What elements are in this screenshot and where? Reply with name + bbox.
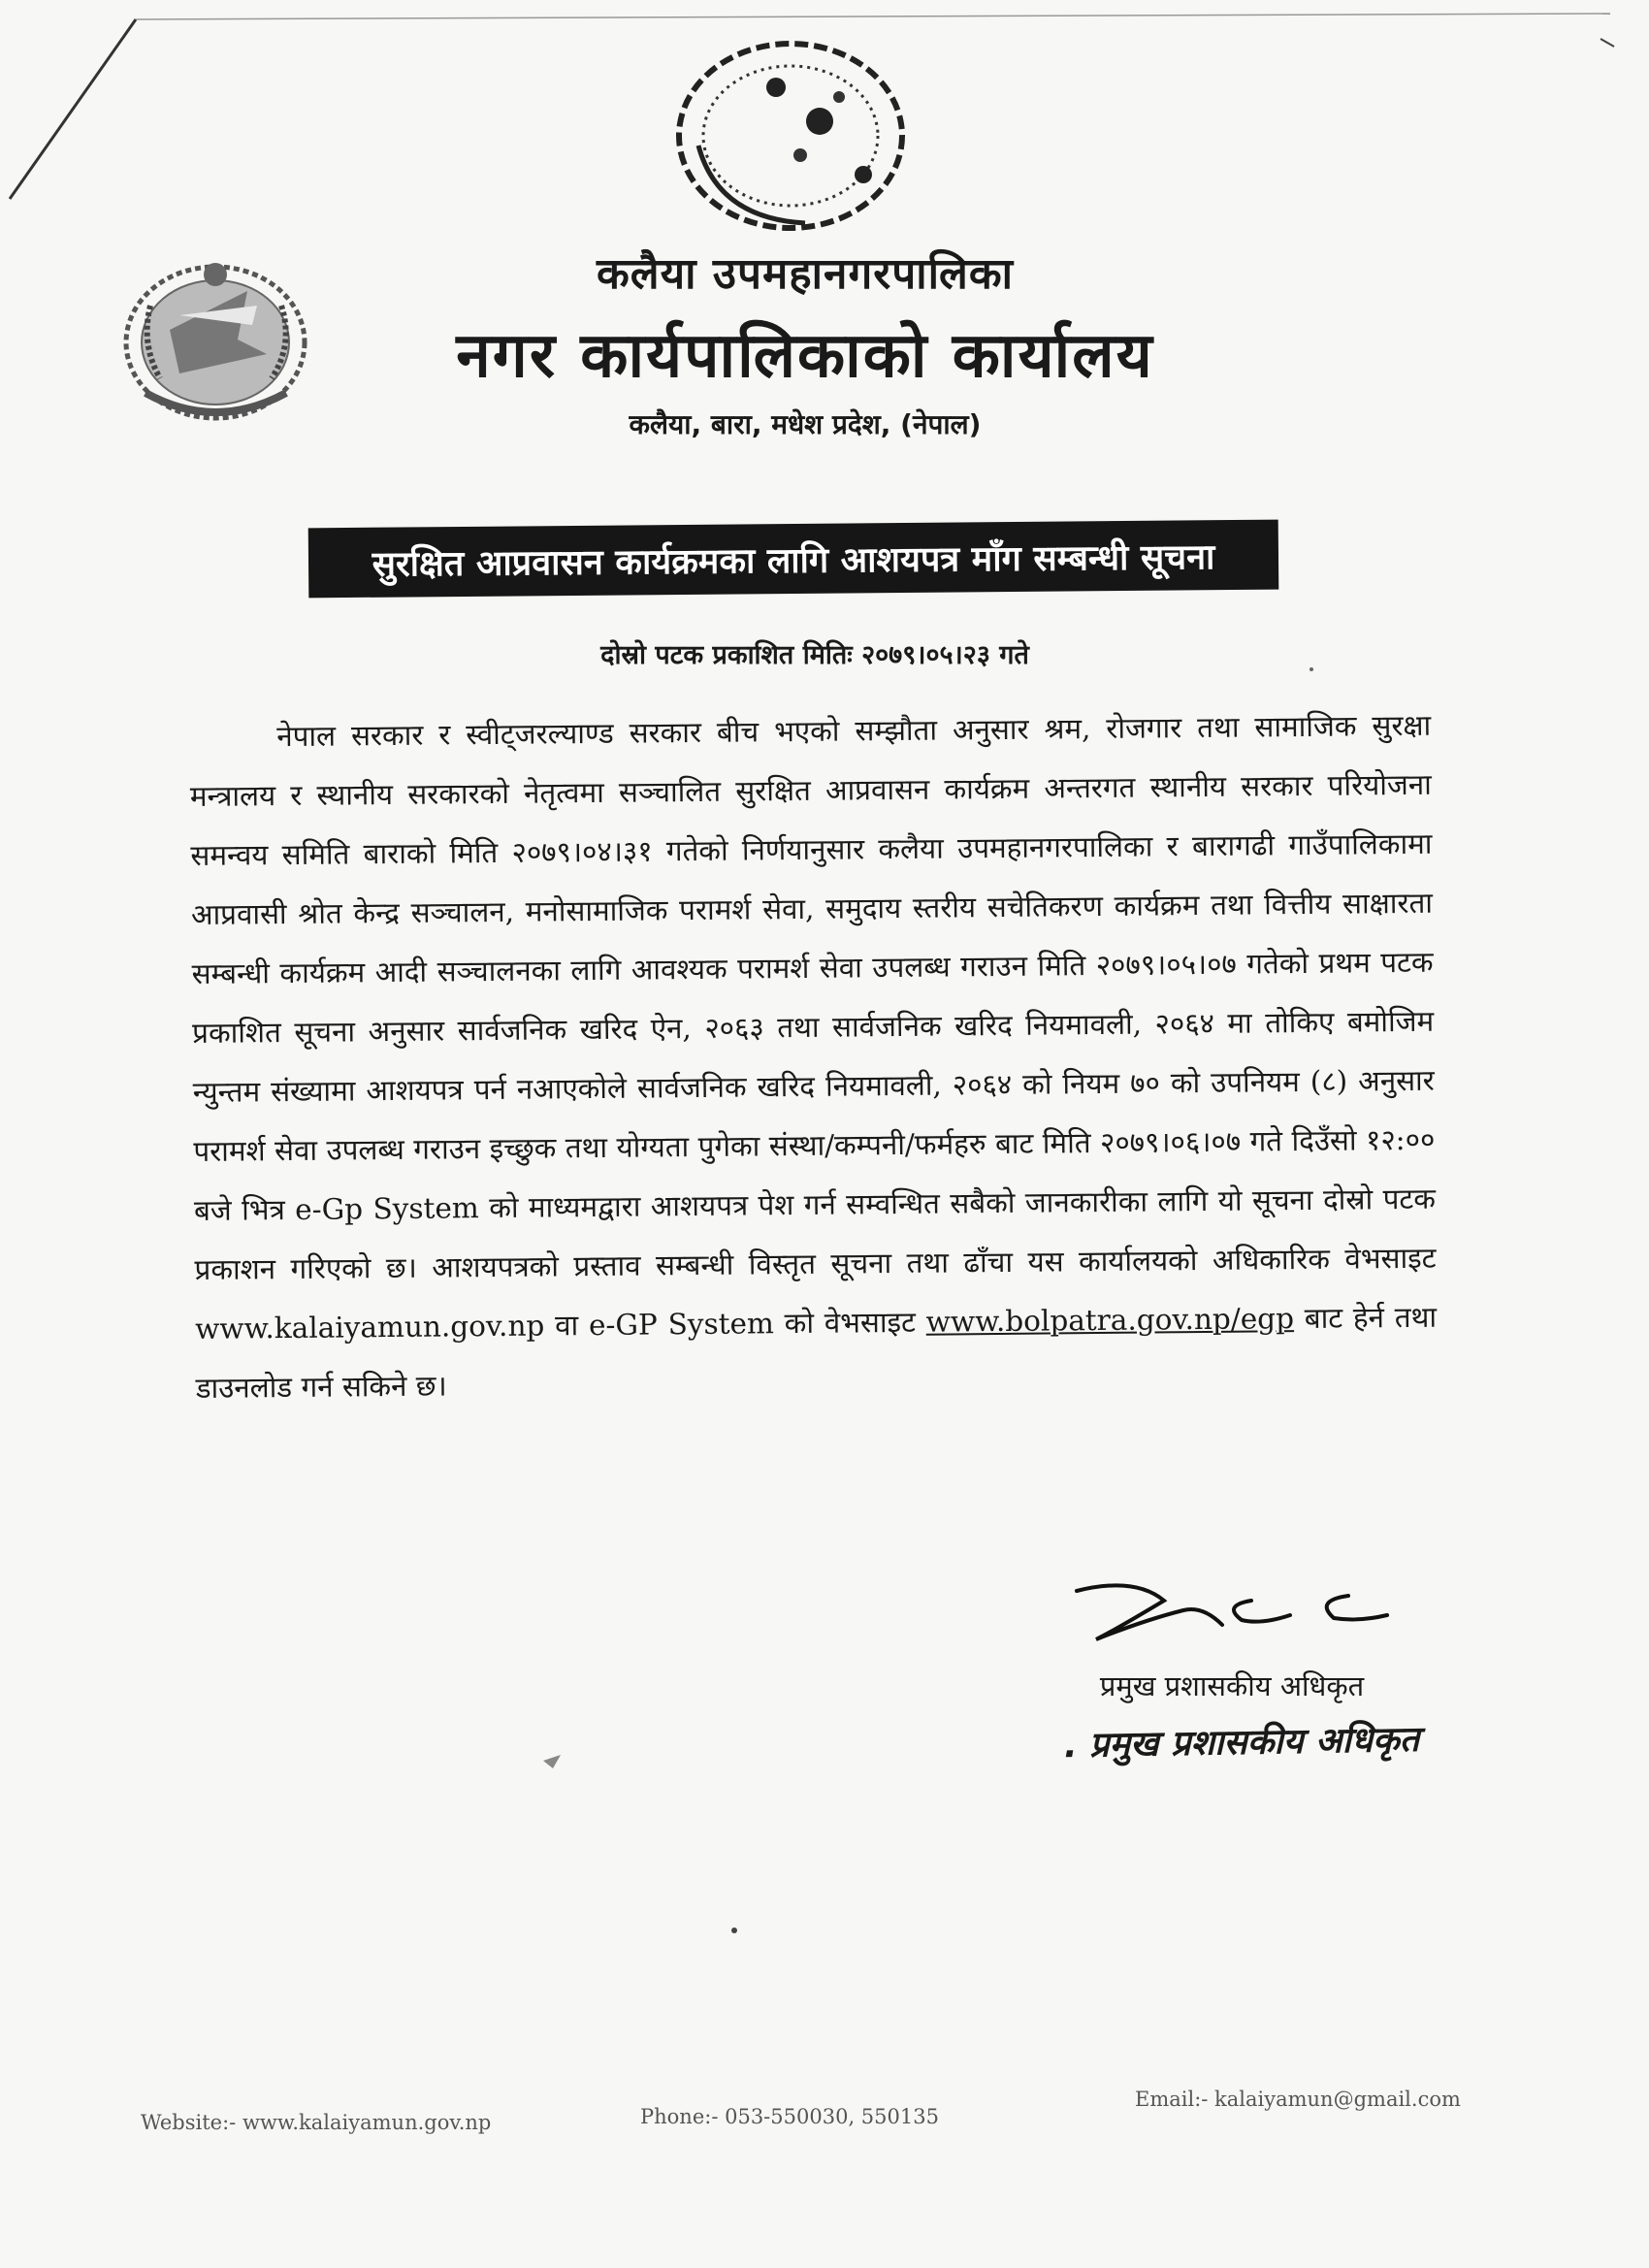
footer-email[interactable]: Email:- kalaiyamun@gmail.com (1135, 2088, 1461, 2111)
footer-website[interactable]: Website:- www.kalaiyamun.gov.np (141, 2111, 492, 2134)
signatory-title: प्रमुख प्रशासकीय अधिकृत (1099, 1669, 1365, 1702)
handwritten-signature-icon (1057, 1571, 1406, 1649)
office-address: कलैया, बारा, मधेश प्रदेश, (नेपाल) (629, 408, 982, 440)
bolpatra-link[interactable]: www.bolpatra.gov.np/egp (925, 1302, 1295, 1339)
notice-body-end: बाट हेर्न तथा डाउनलोड गर्न सकिने छ। (195, 1300, 1438, 1405)
notice-body-main: नेपाल सरकार र स्वीट्जरल्याण्ड सरकार बीच भएको सम्झौता अनुसार श्रम, रोजगार तथा सामाजिक सुरक्षा मन्त्रालय र स्थानीय सरकारको नेतृत्वमा सञ्चालित सुरक्षित आप्रवासन कार्यक्रम अन्तरगत स्थानीय सरकार परियोजना समन्वय समिति बाराको मिति २०७९।०४।३१ गतेको निर्णयानुसार कलैया उपमहानगरपालिका र बारागढी गाउँपालिकामा आप्रवासी श्रोत केन्द्र सञ्चालन, मनोसामाजिक परामर्श सेवा, समुदाय स्तरीय सचेतिकरण कार्यक्रम तथा वित्तीय साक्षारता सम्बन्धी कार्यक्रम आदी सञ्चालनका लागि आवश्यक परामर्श सेवा उपलब्ध गराउन मिति २०७९।०५।०७ गतेको प्रथम पटक प्रकाशित सूचना अनुसार सार्वजनिक खरिद ऐन, २०६३ तथा सार्वजनिक खरिद नियमावली, २०६४ मा तोकिए बमोजिम न्युन्तम संख्यामा आशयपत्र पर्न नआएकोले सार्वजनिक खरिद नियमावली, २०६४ को नियम ७० को उपनियम (८) अनुसार परामर्श सेवा उपलब्ध गराउन इच्छुक तथा योग्यता पुगेका संस्था/कम्पनी/फर्महरु बाट मिति २०७९।०६।०७ गते दिउँसो १२:०० बजे भित्र e-Gp System को माध्यमद्वारा आशयपत्र पेश गर्न सम्वन्धित सबैको जानकारीका लागि यो सूचना दोस्रो पटक प्रकाशन गरिएको छ। आशयपत्रको प्रस्ताव सम्बन्धी विस्तृत सूचना तथा ढाँचा यस कार्यालयको अधिकारिक वेभसाइट www.kalaiyamun.gov.np वा e-GP System को वेभसाइट (189, 708, 1437, 1345)
municipality-name: कलैया उपमहानगरपालिका (596, 249, 1015, 299)
published-date: दोस्रो पटक प्रकाशित मितिः २०७९।०५।२३ गते (600, 640, 1029, 670)
office-seal-icon (660, 29, 922, 252)
notice-title-banner (308, 520, 1279, 599)
notice-body (189, 697, 1438, 1418)
office-name: नगर कार्यपालिकाको कार्यालय (456, 320, 1154, 392)
nepal-emblem-icon (112, 247, 320, 432)
signatory-stamp: . प्रमुख प्रशासकीय अधिकृत (1063, 1719, 1420, 1766)
footer-phone: Phone:- 053-550030, 550135 (640, 2105, 939, 2128)
notice-title: सुरक्षित आप्रवासन कार्यक्रमका लागि आशयपत्र माँग सम्बन्धी सूचना (372, 536, 1215, 585)
